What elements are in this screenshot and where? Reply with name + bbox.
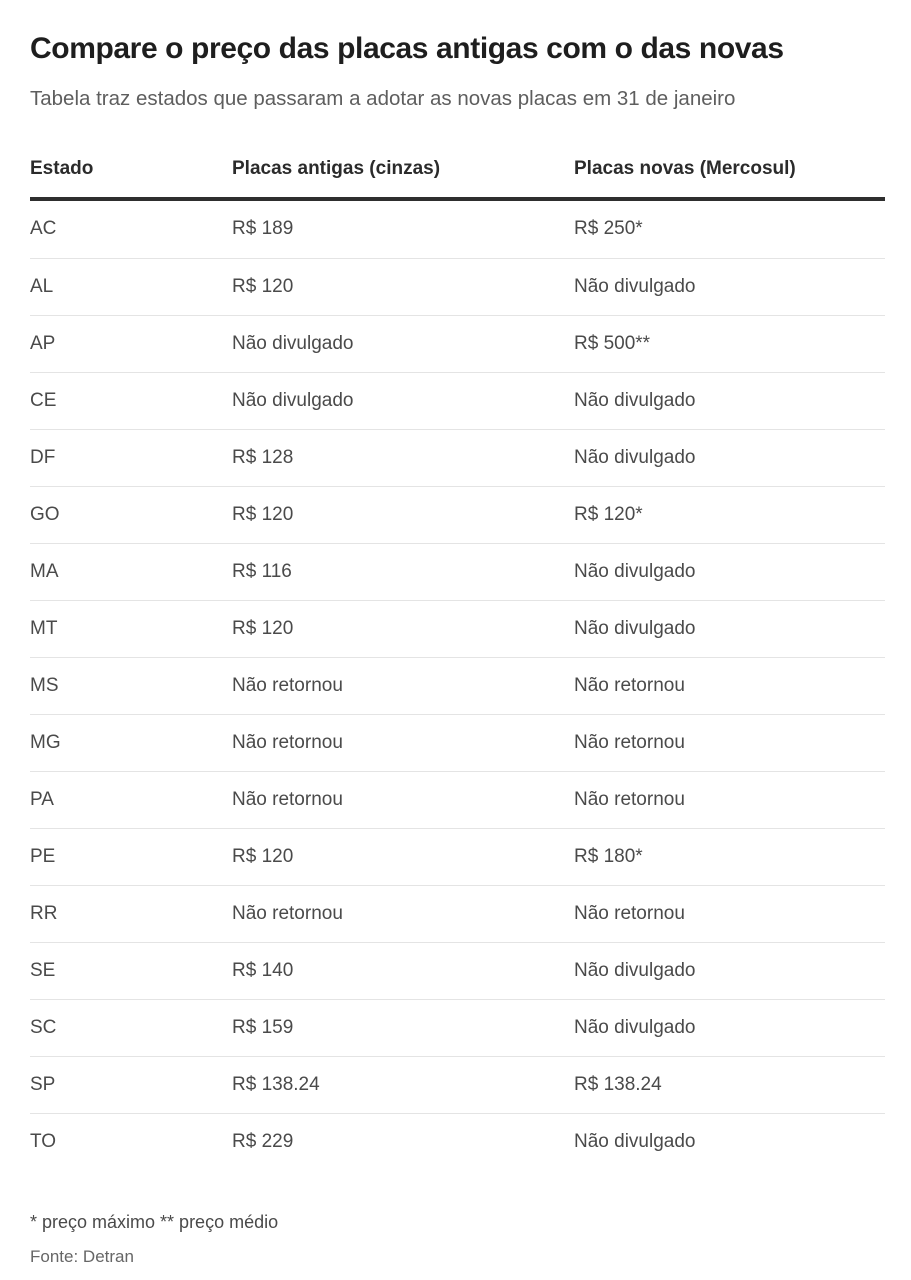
new-plate-price-cell: R$ 250* <box>574 218 643 240</box>
new-plate-price-cell: Não retornou <box>574 731 685 753</box>
old-plate-price-cell: R$ 138.24 <box>232 1073 320 1095</box>
column-header-estado: Estado <box>30 157 94 179</box>
new-plate-price-cell: Não divulgado <box>574 959 696 981</box>
table-row <box>30 258 885 315</box>
table-row <box>30 714 885 771</box>
page-title: Compare o preço das placas antigas com o das novas <box>30 32 784 65</box>
old-plate-price-cell: R$ 140 <box>232 959 294 981</box>
state-cell: MA <box>30 560 59 582</box>
old-plate-price-cell: R$ 128 <box>232 446 294 468</box>
new-plate-price-cell: Não divulgado <box>574 1016 696 1038</box>
state-cell: MG <box>30 731 61 753</box>
table-row <box>30 771 885 828</box>
old-plate-price-cell: R$ 120 <box>232 275 294 297</box>
source-credit: Fonte: Detran <box>30 1246 134 1266</box>
table-row <box>30 429 885 486</box>
column-header-placas-novas: Placas novas (Mercosul) <box>574 157 796 179</box>
old-plate-price-cell: Não retornou <box>232 902 343 924</box>
new-plate-price-cell: R$ 500** <box>574 332 651 354</box>
table-row <box>30 201 885 258</box>
new-plate-price-cell: Não divulgado <box>574 560 696 582</box>
new-plate-price-cell: Não divulgado <box>574 275 696 297</box>
state-cell: SC <box>30 1016 57 1038</box>
state-cell: DF <box>30 446 56 468</box>
old-plate-price-cell: Não retornou <box>232 731 343 753</box>
state-cell: MS <box>30 674 59 696</box>
old-plate-price-cell: Não retornou <box>232 674 343 696</box>
new-plate-price-cell: R$ 138.24 <box>574 1073 662 1095</box>
new-plate-price-cell: Não divulgado <box>574 389 696 411</box>
new-plate-price-cell: Não retornou <box>574 902 685 924</box>
old-plate-price-cell: R$ 120 <box>232 503 294 525</box>
table-header-row <box>30 158 885 201</box>
new-plate-price-cell: Não retornou <box>574 788 685 810</box>
new-plate-price-cell: Não retornou <box>574 674 685 696</box>
new-plate-price-cell: R$ 120* <box>574 503 643 525</box>
table-row <box>30 942 885 999</box>
table-row <box>30 885 885 942</box>
old-plate-price-cell: R$ 116 <box>232 560 292 582</box>
old-plate-price-cell: R$ 189 <box>232 218 294 240</box>
price-notes: * preço máximo ** preço médio <box>30 1211 279 1232</box>
old-plate-price-cell: Não divulgado <box>232 389 354 411</box>
old-plate-price-cell: R$ 120 <box>232 845 294 867</box>
old-plate-price-cell: R$ 159 <box>232 1016 294 1038</box>
state-cell: CE <box>30 389 57 411</box>
table-row <box>30 999 885 1056</box>
footnotes <box>30 1212 885 1267</box>
new-plate-price-cell: R$ 180* <box>574 845 643 867</box>
table-body <box>30 201 885 1170</box>
price-comparison-table <box>30 158 885 1170</box>
old-plate-price-cell: Não divulgado <box>232 332 354 354</box>
state-cell: AP <box>30 332 56 354</box>
new-plate-price-cell: Não divulgado <box>574 617 696 639</box>
state-cell: PE <box>30 845 56 867</box>
state-cell: AC <box>30 218 57 240</box>
old-plate-price-cell: Não retornou <box>232 788 343 810</box>
page-subtitle: Tabela traz estados que passaram a adotar as novas placas em 31 de janeiro <box>30 86 736 110</box>
state-cell: SE <box>30 959 56 981</box>
state-cell: AL <box>30 275 54 297</box>
table-row <box>30 828 885 885</box>
state-cell: PA <box>30 788 54 810</box>
table-row <box>30 486 885 543</box>
table-row <box>30 600 885 657</box>
state-cell: MT <box>30 617 58 639</box>
old-plate-price-cell: R$ 229 <box>232 1130 294 1152</box>
state-cell: SP <box>30 1073 56 1095</box>
table-row <box>30 657 885 714</box>
column-header-placas-antigas: Placas antigas (cinzas) <box>232 157 441 179</box>
old-plate-price-cell: R$ 120 <box>232 617 294 639</box>
state-cell: RR <box>30 902 58 924</box>
new-plate-price-cell: Não divulgado <box>574 1130 696 1152</box>
table-row <box>30 315 885 372</box>
table-row <box>30 1113 885 1170</box>
state-cell: GO <box>30 503 60 525</box>
state-cell: TO <box>30 1130 57 1152</box>
table-row <box>30 372 885 429</box>
table-row <box>30 543 885 600</box>
new-plate-price-cell: Não divulgado <box>574 446 696 468</box>
table-row <box>30 1056 885 1113</box>
